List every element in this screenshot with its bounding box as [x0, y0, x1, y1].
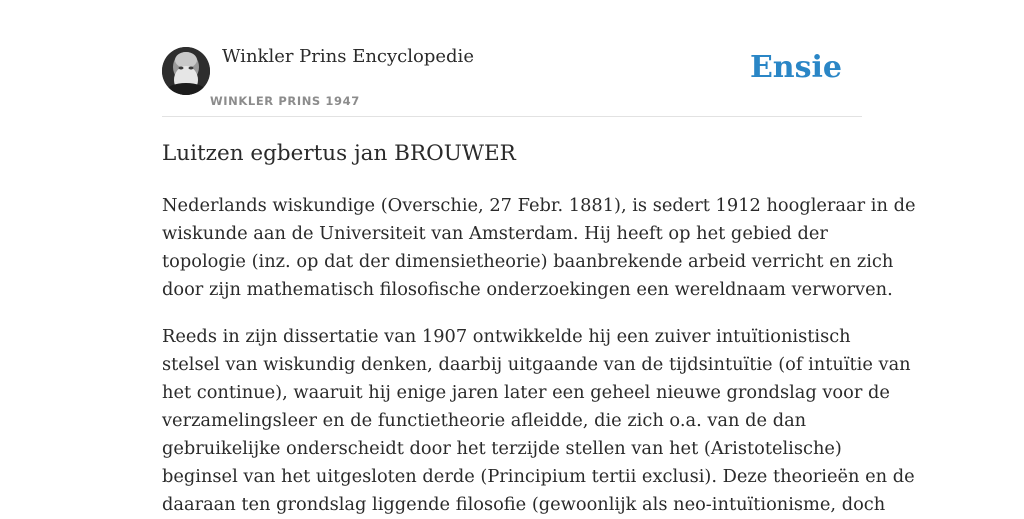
paragraph-line: verzamelingsleer en de functietheorie afleidde, die zich o.a. van de dan [162, 410, 807, 431]
source-title[interactable]: Winkler Prins Encyclopedie [222, 46, 474, 67]
paragraph-line: topologie (inz. op dat der dimensietheorie) baanbrekende arbeid verricht en zich [162, 251, 894, 272]
paragraph-line: door zijn mathematisch filosofische onderzoekingen een wereldnaam verworven. [162, 279, 893, 300]
paragraph-line: Reeds in zijn dissertatie van 1907 ontwikkelde hij een zuiver intuïtionistisch [162, 326, 851, 347]
article-paragraph [162, 323, 915, 519]
article-title: Luitzen egbertus jan BROUWER [162, 141, 516, 166]
paragraph-line: stelsel van wiskundig denken, daarbij uitgaande van de tijdsintuïtie (of intuïtie van [162, 354, 911, 375]
article-paragraph [162, 192, 916, 304]
source-header [162, 0, 862, 117]
source-subtitle[interactable]: WINKLER PRINS 1947 [210, 94, 360, 108]
paragraph-line: Nederlands wiskundige (Overschie, 27 Febr. 1881), is sedert 1912 hoogleraar in de [162, 195, 916, 216]
article-page [162, 0, 916, 515]
paragraph-line: beginsel van het uitgesloten derde (Principium tertii exclusi). Deze theorieën en de [162, 466, 915, 487]
paragraph-line: het continue), waaruit hij enige jaren later een geheel nieuwe grondslag voor de [162, 382, 890, 403]
ensie-logo[interactable]: Ensie [749, 50, 842, 85]
paragraph-line: gebruikelijke onderscheidt door het terzijde stellen van het (Aristotelische) [162, 438, 842, 459]
paragraph-line: wiskunde aan de Universiteit van Amsterdam. Hij heeft op het gebied der [162, 223, 828, 244]
portrait-icon[interactable] [162, 47, 210, 95]
paragraph-line: daaraan ten grondslag liggende filosofie (gewoonlijk als neo-intuïtionisme, doch [162, 494, 886, 515]
